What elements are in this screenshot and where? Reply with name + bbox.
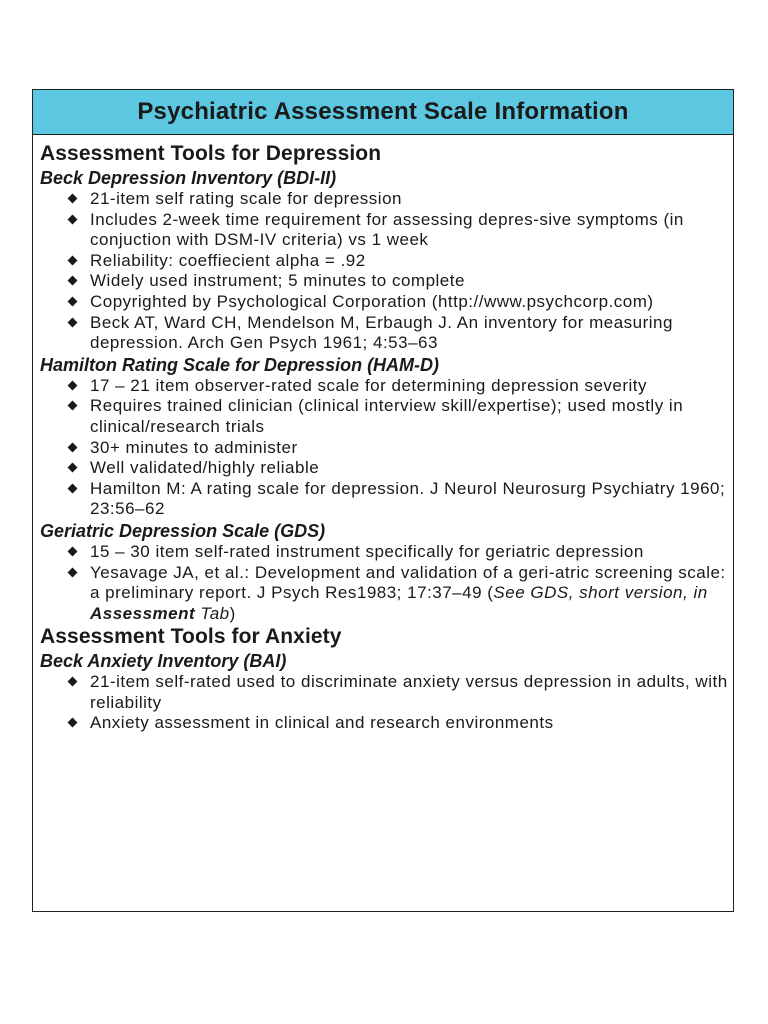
diamond-bullet-icon <box>68 255 78 265</box>
hamd-bullet-list <box>40 376 733 520</box>
list-item: Yesavage JA, et al.: Development and validation of a geri-atric screening scale: a preliminary report. J Psych Res1983; 17:37–49 (See GDS, short version, in Assessment Tab) <box>90 563 733 625</box>
diamond-bullet-icon <box>68 718 78 728</box>
diamond-bullet-icon <box>68 567 78 577</box>
diamond-bullet-icon <box>68 442 78 452</box>
list-item: 21-item self-rated used to discriminate anxiety versus depression in adults, with reliability <box>90 672 733 713</box>
diamond-bullet-icon <box>68 463 78 473</box>
diamond-bullet-icon <box>68 483 78 493</box>
section-heading-anxiety: Assessment Tools for Anxiety <box>40 625 342 649</box>
list-item: 21-item self rating scale for depression <box>90 189 733 210</box>
diamond-bullet-icon <box>68 677 78 687</box>
list-item: Includes 2-week time requirement for assessing depres-sive symptoms (in conjuction with DSM-IV criteria) vs 1 week <box>90 210 733 251</box>
bai-bullet-list <box>40 672 733 734</box>
title-banner <box>33 90 733 135</box>
tool-name-hamd: Hamilton Rating Scale for Depression (HAM-D) <box>40 354 440 375</box>
tool-name-bdi: Beck Depression Inventory (BDI-II) <box>40 168 337 188</box>
list-item: Hamilton M: A rating scale for depression. J Neurol Neurosurg Psychiatry 1960; 23:56–62 <box>90 479 733 520</box>
list-item: Copyrighted by Psychological Corporation (http://www.psychcorp.com) <box>90 292 733 313</box>
section-heading-depression: Assessment Tools for Depression <box>40 142 382 165</box>
list-item: Requires trained clinician (clinical interview skill/expertise); used mostly in clinical/research trials <box>90 396 733 437</box>
diamond-bullet-icon <box>68 401 78 411</box>
list-item: Widely used instrument; 5 minutes to complete <box>90 271 733 292</box>
gds-bullet-list <box>40 542 733 624</box>
list-item: 30+ minutes to administer <box>90 438 733 459</box>
list-item: Beck AT, Ward CH, Mendelson M, Erbaugh J. An inventory for measuring depression. Arch Gen Psych 1961; 4:53–63 <box>90 313 733 354</box>
diamond-bullet-icon <box>68 194 78 204</box>
list-item: Anxiety assessment in clinical and research environments <box>90 713 733 734</box>
list-item: Reliability: coeffiecient alpha = .92 <box>90 251 733 272</box>
bdi-bullet-list <box>40 189 733 354</box>
assessment-card <box>32 89 734 912</box>
tool-name-bai: Beck Anxiety Inventory (BAI) <box>40 651 287 672</box>
diamond-bullet-icon <box>68 546 78 556</box>
assessment-tab-name: Assessment <box>90 603 196 623</box>
card-content <box>33 135 733 734</box>
page-title: Psychiatric Assessment Scale Information <box>137 98 629 125</box>
diamond-bullet-icon <box>68 214 78 224</box>
diamond-bullet-icon <box>68 380 78 390</box>
gds-short-version-note: See GDS, short version, in <box>493 583 708 603</box>
list-item: Well validated/highly reliable <box>90 458 733 479</box>
list-item: 15 – 30 item self-rated instrument specifically for geriatric depression <box>90 542 733 563</box>
diamond-bullet-icon <box>68 297 78 307</box>
tool-name-gds: Geriatric Depression Scale (GDS) <box>40 520 326 541</box>
diamond-bullet-icon <box>68 276 78 286</box>
diamond-bullet-icon <box>68 317 78 327</box>
list-item: 17 – 21 item observer-rated scale for determining depression severity <box>90 376 733 397</box>
